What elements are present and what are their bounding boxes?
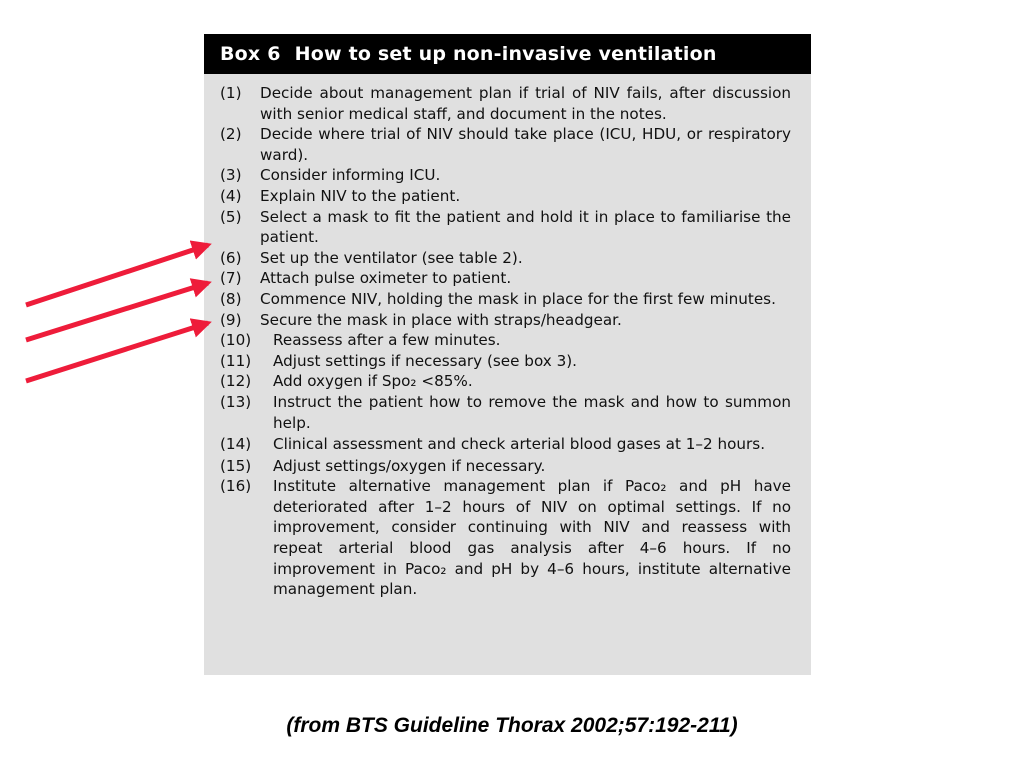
list-item [220, 330, 791, 351]
list-item [220, 207, 791, 248]
item-number: (1) [220, 84, 242, 102]
list-item [220, 289, 791, 310]
red-arrow-icon [26, 245, 208, 305]
list-item [220, 310, 791, 331]
item-text: Adjust settings/oxygen if necessary. [273, 456, 546, 475]
item-text: Set up the ventilator (see table 2). [260, 248, 523, 267]
item-number: (9) [220, 310, 242, 329]
item-number: (11) [220, 351, 252, 370]
item-text: Secure the mask in place with straps/headgear. [260, 310, 622, 329]
steps-list [204, 74, 811, 600]
item-text: Explain NIV to the patient. [260, 186, 461, 205]
list-item [220, 186, 791, 207]
item-text: Adjust settings if necessary (see box 3). [273, 351, 577, 370]
guideline-box [204, 34, 811, 675]
list-item [220, 268, 791, 289]
item-number: (16) [220, 477, 252, 496]
list-item [220, 434, 791, 455]
item-text: Commence NIV, holding the mask in place for the first few minutes. [260, 289, 776, 308]
item-number: (14) [220, 435, 252, 454]
item-number: (2) [220, 125, 242, 144]
item-text: Consider informing ICU. [260, 166, 441, 185]
item-text: Decide about management plan if trial of NIV fails, after discussion with senior medical staff, and document in the notes. [260, 84, 791, 123]
item-text: Select a mask to fit the patient and hold it in place to familiarise the patient. [260, 207, 791, 247]
item-number: (12) [220, 372, 252, 391]
list-item [220, 456, 791, 477]
item-text: Decide where trial of NIV should take place (ICU, HDU, or respiratory ward). [260, 125, 791, 164]
list-item [220, 83, 791, 124]
list-item [220, 476, 791, 600]
item-number: (7) [220, 269, 242, 288]
item-number: (3) [220, 166, 242, 185]
list-item [220, 392, 791, 433]
source-caption: (from BTS Guideline Thorax 2002;57:192-211) [286, 714, 738, 737]
item-number: (4) [220, 186, 242, 205]
item-number: (6) [220, 248, 242, 267]
box-label: Box 6 [220, 43, 281, 65]
item-text: Add oxygen if Spo₂ <85%. [273, 372, 473, 391]
list-item [220, 248, 791, 269]
item-text: Clinical assessment and check arterial blood gases at 1–2 hours. [273, 435, 766, 454]
list-item [220, 371, 791, 392]
item-text: Instruct the patient how to remove the mask and how to summon help. [273, 392, 791, 432]
box-header [204, 34, 811, 74]
list-item [220, 165, 791, 186]
item-text: Institute alternative management plan if Paco₂ and pH have deteriorated after 1–2 hours of NIV on optimal settings. If no improvement, consider continuing with NIV and reassess with repeat arterial blood gas analysis after 4–6 hours. If no improvement in Paco₂ and pH by 4–6 hours, institute alternative management plan. [273, 477, 791, 599]
red-arrow-icon [26, 323, 208, 381]
list-item [220, 351, 791, 372]
red-arrow-icon [26, 283, 208, 340]
list-item [220, 124, 791, 165]
item-number: (8) [220, 289, 242, 308]
item-number: (15) [220, 456, 252, 475]
item-text: Attach pulse oximeter to patient. [260, 269, 512, 288]
item-number: (13) [220, 392, 252, 411]
item-text: Reassess after a few minutes. [273, 331, 501, 350]
item-number: (5) [220, 207, 242, 226]
box-title: How to set up non-invasive ventilation [294, 43, 717, 65]
item-number: (10) [220, 331, 252, 350]
